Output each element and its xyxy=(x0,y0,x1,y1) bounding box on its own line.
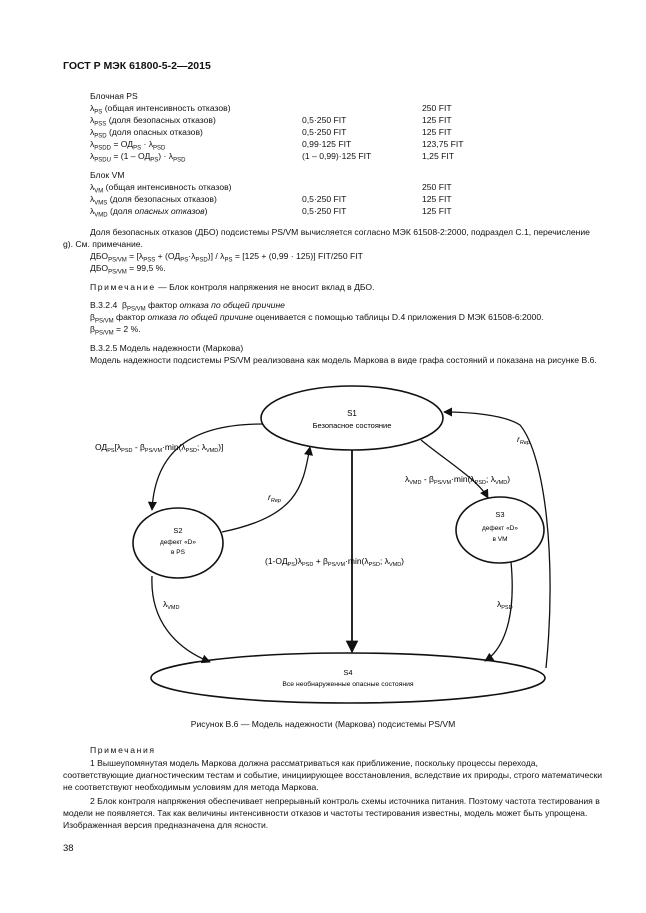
section-b324-value: $\beta_{PS/VM} = 2$ %. xyxy=(90,324,141,337)
ps-row-formula: 0,5·250 FIT xyxy=(302,115,347,125)
edge-label-s1-s2: $ОД_{PS}[\lambda_{PSD} - \beta_{PS/VM}\cdot\min(\lambda_{PSD}$; $\lambda_{VMD}$)] xyxy=(95,442,224,454)
dbo-formula-1: $ДБО_{PS/VM} = [\lambda_{PSS} + (ОД_{PS}\cdot\lambda_{PSD})] / \lambda_{PS} = [125 + (0,99 \cdot 125)]$ FIT/250 FIT xyxy=(90,251,363,264)
edge-s3-to-s4 xyxy=(485,562,512,661)
dbo-paragraph: Доля безопасных отказов (ДБО) подсистемы PS/VM вычисляется согласно МЭК 61508-2:2000, подраздел C.1, перечисление g). См. примечание. xyxy=(63,227,590,249)
ps-row-value: 125 FIT xyxy=(422,127,452,137)
ps-row-label: $\lambda_{PSDD} = ОД_{PS} \cdot \lambda_{PSD}$ xyxy=(90,139,166,152)
ps-row-value: 123,75 FIT xyxy=(422,139,464,149)
state-s2-id: S2 xyxy=(173,526,183,535)
state-s3-line1: дефект «D» xyxy=(482,525,518,532)
section-b324-text: $\beta_{PS/VM}$ фактор отказа по общей причине оценивается с помощью таблицы D.4 приложения D МЭК 61508-6:2000. xyxy=(90,312,544,325)
page-number: 38 xyxy=(63,843,74,854)
ps-row-value: 250 FIT xyxy=(422,103,452,113)
edge-label-s3-s4: $\lambda_{PSD}$ xyxy=(497,599,513,611)
ps-row-formula: 0,99·125 FIT xyxy=(302,139,352,149)
state-s2-line2: в PS xyxy=(171,549,185,556)
state-s2-line1: дефект «D» xyxy=(160,539,196,546)
edge-label-s2-s4: $\lambda_{VMD}$ xyxy=(163,599,180,611)
edge-s1-to-s3 xyxy=(421,440,488,498)
markov-diagram xyxy=(0,375,646,715)
section-b325-text: Модель надежности подсистемы PS/VM реализована как модель Маркова в виде графа состояний и показана на рисунке B.6. xyxy=(90,355,597,365)
vm-block-heading: Блок VM xyxy=(90,170,125,180)
state-s1 xyxy=(261,386,443,450)
section-b324-title: B.3.2.4 $\beta_{PS/VM}$ фактор отказа по общей причине xyxy=(90,300,285,313)
state-s2 xyxy=(133,508,223,578)
vm-row-label: $\lambda_{VMD}$ (доля опасных отказов) xyxy=(90,206,208,219)
edge-s2-to-s1-repair xyxy=(222,447,310,532)
ps-row-formula: 0,5·250 FIT xyxy=(302,127,347,137)
ps-row-label: $\lambda_{PS}$ (общая интенсивность отказов) xyxy=(90,103,231,116)
notes-title: Примечания xyxy=(90,745,156,755)
vm-row-value: 250 FIT xyxy=(422,182,452,192)
edge-label-s1-s4: $(1-ОД_{PS})\lambda_{PSD} + \beta_{PS/VM}\cdot\min(\lambda_{PSD}$; $\lambda_{VMD}$) xyxy=(265,556,405,568)
edge-s2-to-s4 xyxy=(152,576,210,662)
vm-row-value: 125 FIT xyxy=(422,194,452,204)
ps-row-label: $\lambda_{PSD}$ (доля опасных отказов) xyxy=(90,127,203,140)
state-s3-id: S3 xyxy=(495,510,505,519)
vm-row-formula: 0,5·250 FIT xyxy=(302,206,347,216)
ps-row-label: $\lambda_{PSDU} = (1 - ОД_{PS}) \cdot \lambda_{PSD}$ xyxy=(90,151,186,164)
note-2: 2 Блок контроля напряжения обеспечивает непрерывный контроль схемы источника питания. Поэтому частота тестирования в модели не появляется. Так как величины интенсивности отказов и частоты тестирования известны, модель может быть упрощена. Изображенная версия предназначена для ясности. xyxy=(63,796,600,830)
ps-row-value: 125 FIT xyxy=(422,115,452,125)
dbo-formula-2: $ДБО_{PS/VM} = 99,5$ %. xyxy=(90,263,166,276)
state-s1-label: Безопасное состояние xyxy=(312,421,392,430)
ps-row-label: $\lambda_{PSS}$ (доля безопасных отказов) xyxy=(90,115,216,128)
vm-row-label: $\lambda_{VMS}$ (доля безопасных отказов) xyxy=(90,194,217,207)
repair-label-s2: $r_{Rep}$ xyxy=(268,492,281,504)
vm-row-value: 125 FIT xyxy=(422,206,452,216)
edge-s1-to-s2 xyxy=(152,424,262,510)
state-s3 xyxy=(456,497,544,563)
state-s3-line2: в VM xyxy=(492,536,508,543)
page-header: ГОСТ Р МЭК 61800-5-2—2015 xyxy=(63,60,211,72)
vm-row-formula: 0,5·250 FIT xyxy=(302,194,347,204)
note-label: Примечание xyxy=(90,282,156,292)
state-s4-id: S4 xyxy=(343,668,353,677)
ps-row-formula: (1 – 0,99)·125 FIT xyxy=(302,151,372,161)
note xyxy=(90,281,375,293)
note-text: — Блок контроля напряжения не вносит вклад в ДБО. xyxy=(158,282,375,292)
vm-row-label: $\lambda_{VM}$ (общая интенсивность отказов) xyxy=(90,182,232,195)
section-b325-heading: B.3.2.5 Модель надежности (Маркова) xyxy=(90,343,244,353)
state-s4-label: Все необнаруженные опасные состояния xyxy=(282,681,414,688)
edge-label-s1-s3: $\lambda_{VMD} - \beta_{PS/VM}\cdot\min(\lambda_{PSD}$; $\lambda_{VMD}$) xyxy=(405,474,511,486)
repair-label-s3: $r_{Rep}$ xyxy=(517,434,530,446)
ps-row-value: 1,25 FIT xyxy=(422,151,454,161)
ps-block-heading: Блочная PS xyxy=(90,91,138,101)
note-1: 1 Вышеупомянутая модель Маркова должна рассматриваться как приближение, поскольку процессы перехода, соответствующие диагностическим тестам и событие, инициирующее восстановления, вследствие их природы, строго математически не соответствуют необходимым условиям для метода Маркова. xyxy=(63,758,603,792)
state-s1-id: S1 xyxy=(347,409,357,418)
figure-caption: Рисунок B.6 — Модель надежности (Маркова) подсистемы PS/VM xyxy=(190,719,456,729)
